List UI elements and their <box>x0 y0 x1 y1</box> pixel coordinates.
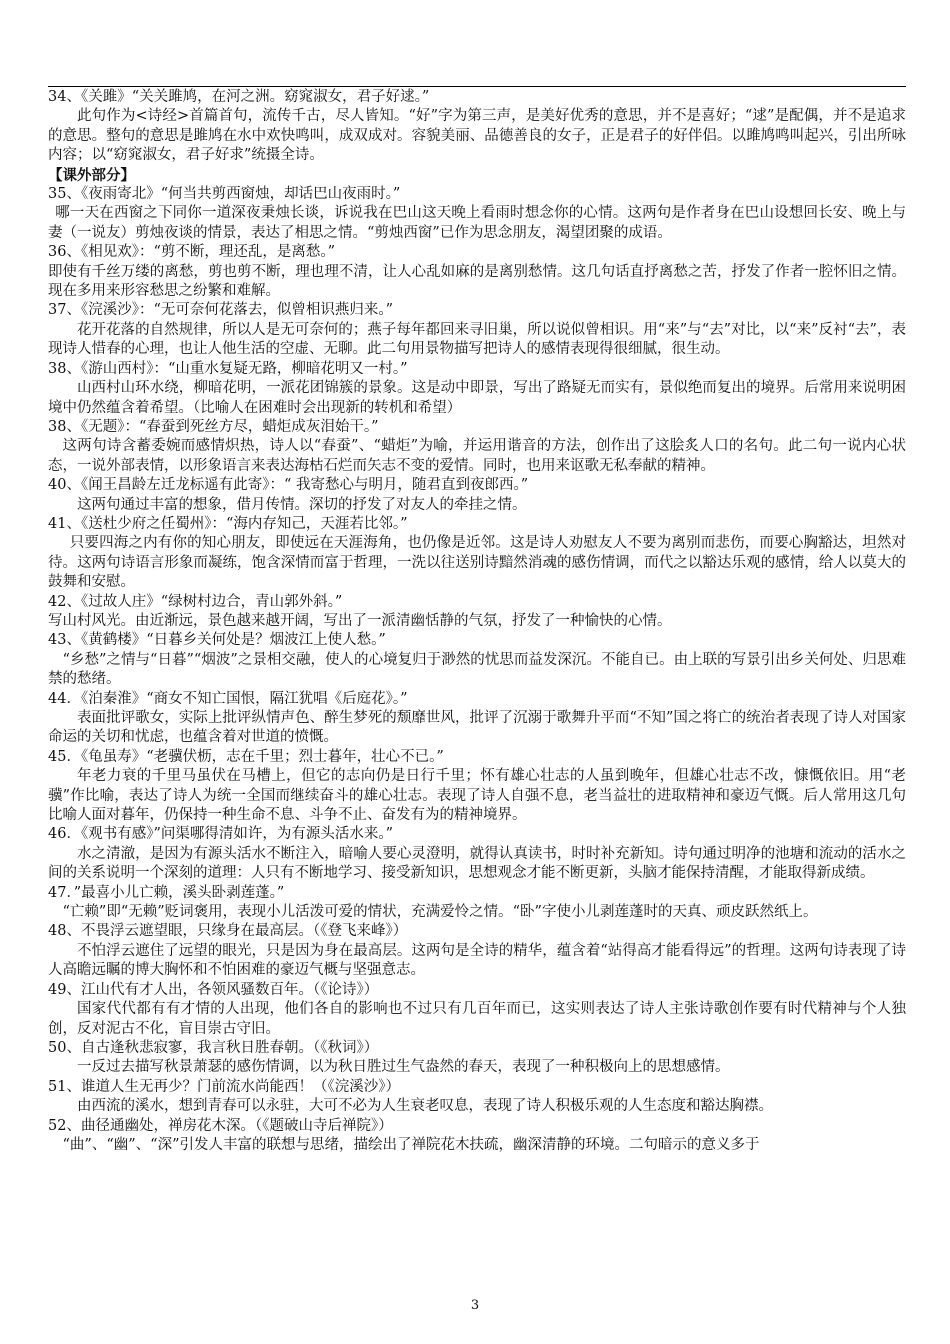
poem-line: 46．《观书有感》”问渠哪得清如许，为有源头活水来。” <box>48 826 394 843</box>
poem-line: 36、《相见欢》：“剪不断，理还乱，是离愁。” <box>48 244 336 261</box>
poem-line: 47．”最喜小儿亡赖，溪头卧剥莲蓬。” <box>48 884 285 901</box>
section-heading: 【课外部分】 <box>48 166 135 184</box>
poem-line: 38、《游山西村》：“山重水复疑无路，柳暗花明又一村。” <box>48 360 408 377</box>
poem-line: 45．《龟虽寿》“老骥伏枥，志在千里；烈士暮年，壮心不已。” <box>48 748 444 765</box>
poem-line: 即使有千丝万缕的离愁，剪也剪不断，理也理不清，让人心乱如麻的是离别愁情。这几句话直抒离愁之苦，抒发了作者一腔怀旧之情。现在多用来形容愁思之纷繁和难解。 <box>48 263 906 300</box>
explanation-paragraph: 这两句诗含蓄委婉而感情炽热，诗人以“春蚕”、“蜡炬”为喻，并运用谐音的方法，创作出了这脍炙人口的名句。此二句一说内心状态，一说外部表情，以形象语言来表达海枯石烂而矢志不变的爱情。同时，也用来讴歌无私奉献的精神。 <box>48 438 906 474</box>
explanation-paragraph: 国家代代都有有才情的人出现，他们各自的影响也不过只有几百年而已，这实则表达了诗人主张诗歌创作要有时代精神与个人独创，反对泥古不化，盲目崇古守旧。 <box>48 1001 906 1037</box>
explanation-paragraph: 由西流的溪水，想到青春可以永驻，大可不必为人生衰老叹息，表现了诗人积极乐观的人生态度和豁达胸襟。 <box>77 1098 773 1115</box>
explanation-paragraph: 不怕浮云遮住了远望的眼光，只是因为身在最高层。这两句是全诗的精华，蕴含着“站得高才能看得远”的哲理。这两句诗表现了诗人高瞻远瞩的博大胸怀和不怕困难的豪迈气概与坚强意志。 <box>48 942 906 979</box>
poem-line: 34、《关雎》“关关雎鸠，在河之洲。窈窕淑女，君子好逑。” <box>48 89 430 105</box>
poem-line: 37、《浣溪沙》：“无可奈何花落去，似曾相识燕归来。” <box>48 302 394 319</box>
poem-line: 51、谁道人生无再少？门前流水尚能西！（《浣溪沙》） <box>48 1078 400 1095</box>
explanation-paragraph: “曲”、“幽”、“深”引发人丰富的联想与思绪，描绘出了禅院花木扶疏，幽深清静的环境。二句暗示的意义多于 <box>62 1136 760 1153</box>
poem-line: 42、《过故人庄》“绿树村边合，青山郭外斜。” <box>48 593 343 610</box>
explanation-paragraph: 水之清澈，是因为有源头活水不断注入，暗喻人要心灵澄明，就得认真读书，时时补充新知。诗句通过明净的池塘和流动的活水之间的关系说明一个深刻的道理：人只有不断地学习、接受新知识，思想观念才能不断更新，头脑才能保持清醒，才能取得新成绩。 <box>48 845 906 882</box>
explanation-paragraph: 这两句通过丰富的想象，借月传情。深切的抒发了对友人的牵挂之情。 <box>77 496 527 513</box>
poem-line: 50、自古逢秋悲寂寥，我言秋日胜春朝。（《秋词》） <box>48 1039 379 1056</box>
page-number: 3 <box>470 1298 480 1313</box>
explanation-paragraph: 哪一天在西窗之下同你一道深夜秉烛长谈，诉说我在巴山这天晚上看雨时想念你的心情。这两句是作者身在巴山设想回长安、晚上与妻（一说友）剪烛夜谈的情景，表达了相思之情。“剪烛西窗”已作为思念朋友，渴望团聚的成语。 <box>48 205 906 241</box>
poem-line: 48、不畏浮云遮望眼，只缘身在最高层。（《登飞来峰》） <box>48 923 408 940</box>
poem-line: 41、《送杜少府之任蜀州》：“海内存知己，天涯若比邻。” <box>48 515 408 532</box>
explanation-paragraph: 年老力衰的千里马虽伏在马槽上，但它的志向仍是日行千里；怀有雄心壮志的人虽到晚年，但雄心壮志不改，慷慨依旧。用“老骥”作比喻，表达了诗人为统一全国而继续奋斗的雄心壮志。表现了诗人自强不息，老当益壮的进取精神和豪迈气慨。后人常用这几句比喻人面对暮年，仍保持一种生命不息、斗争不止、奋发有为的精神境界。 <box>48 768 906 824</box>
explanation-paragraph: 山西村山环水绕，柳暗花明，一派花团锦簇的景象。这是动中即景，写出了路疑无而实有，景似绝而复出的境界。后常用来说明困境中仍然蕴含着希望。（比喻人在困难时会出现新的转机和希望） <box>48 380 906 416</box>
poem-line: 40、《闻王昌龄左迁龙标遥有此寄》：“ 我寄愁心与明月，随君直到夜郎西。” <box>48 477 529 494</box>
poem-line: 38、《无题》：“春蚕到死丝方尽，蜡炬成灰泪始干。” <box>48 418 379 435</box>
poem-line: 44．《泊秦淮》“商女不知亡国恨，隔江犹唱《后庭花》。” <box>48 690 408 707</box>
poem-line: 52、曲径通幽处，禅房花木深。（《题破山寺后禅院》） <box>48 1117 393 1134</box>
poem-line: 35、《夜雨寄北》“何当共剪西窗烛，却话巴山夜雨时。” <box>48 186 401 203</box>
explanation-paragraph: 表面批评歌女，实际上批评纵情声色、醉生梦死的颓靡世风，批评了沉溺于歌舞升平而“不知”国之将亡的统治者表现了诗人对国家命运的关切和忧虑，也蕴含着对世道的愤慨。 <box>48 710 906 746</box>
explanation-paragraph: 此句作为<诗经>首篇首句，流传千古，尽人皆知。“好”字为第三声，是美好优秀的意思，并不是喜好；“逑”是配偶，并不是追求的意思。整句的意思是雎鸠在水中欢快鸣叫，成双成对。容貌美丽、品德善良的女子，正是君子的好伴侣。以雎鸠鸣叫起兴，引出所咏内容；以“窈窕淑女，君子好求”统摄全诗。 <box>48 108 906 164</box>
poem-line: 49、江山代有才人出，各领风骚数百年。（《论诗》） <box>48 981 379 998</box>
explanation-paragraph: “乡愁”之情与“日暮”“烟波”之景相交融，使人的心境复归于渺然的忧思而益发深沉。不能自已。由上联的写景引出乡关何处、归思难禁的愁绪。 <box>48 651 906 688</box>
explanation-paragraph: “亡赖”即“无赖”贬词褒用，表现小儿活泼可爱的情状，充满爱怜之情。“卧”字使小儿剥莲蓬时的天真、顽皮跃然纸上。 <box>62 904 818 921</box>
explanation-paragraph: 一反过去描写秋景萧瑟的感伤情调，以为秋日胜过生气盎然的春天，表现了一种积极向上的思想感情。 <box>77 1059 730 1076</box>
explanation-paragraph: 只要四海之内有你的知心朋友，即使远在天涯海角，也仍像是近邻。这是诗人劝慰友人不要为离别而悲伤，而要心胸豁达，坦然对待。这两句诗语言形象而凝练，饱含深情而富于哲理，一洗以往送别诗黯然消魂的感伤情调，而代之以豁达乐观的感情，给人以莫大的鼓舞和安慰。 <box>48 535 906 591</box>
document-body <box>48 88 906 1155</box>
explanation-paragraph: 花开花落的自然规律，所以人是无可奈何的；燕子每年都回来寻旧巢，所以说似曾相识。用“来”与“去”对比，以“来”反衬“去”，表现诗人惜春的心理，也让人他生活的空虚、无聊。此二句用景物描写把诗人的感情表现得很细腻，很生动。 <box>48 321 906 358</box>
poem-line: 43、《黄鹤楼》“日暮乡关何处是？烟波江上使人愁。” <box>48 632 386 649</box>
header-rule <box>48 86 906 87</box>
poem-line: 写山村风光。由近渐远，景色越来越开阔，写出了一派清幽恬静的气氛，抒发了一种愉快的心情。 <box>48 612 672 629</box>
